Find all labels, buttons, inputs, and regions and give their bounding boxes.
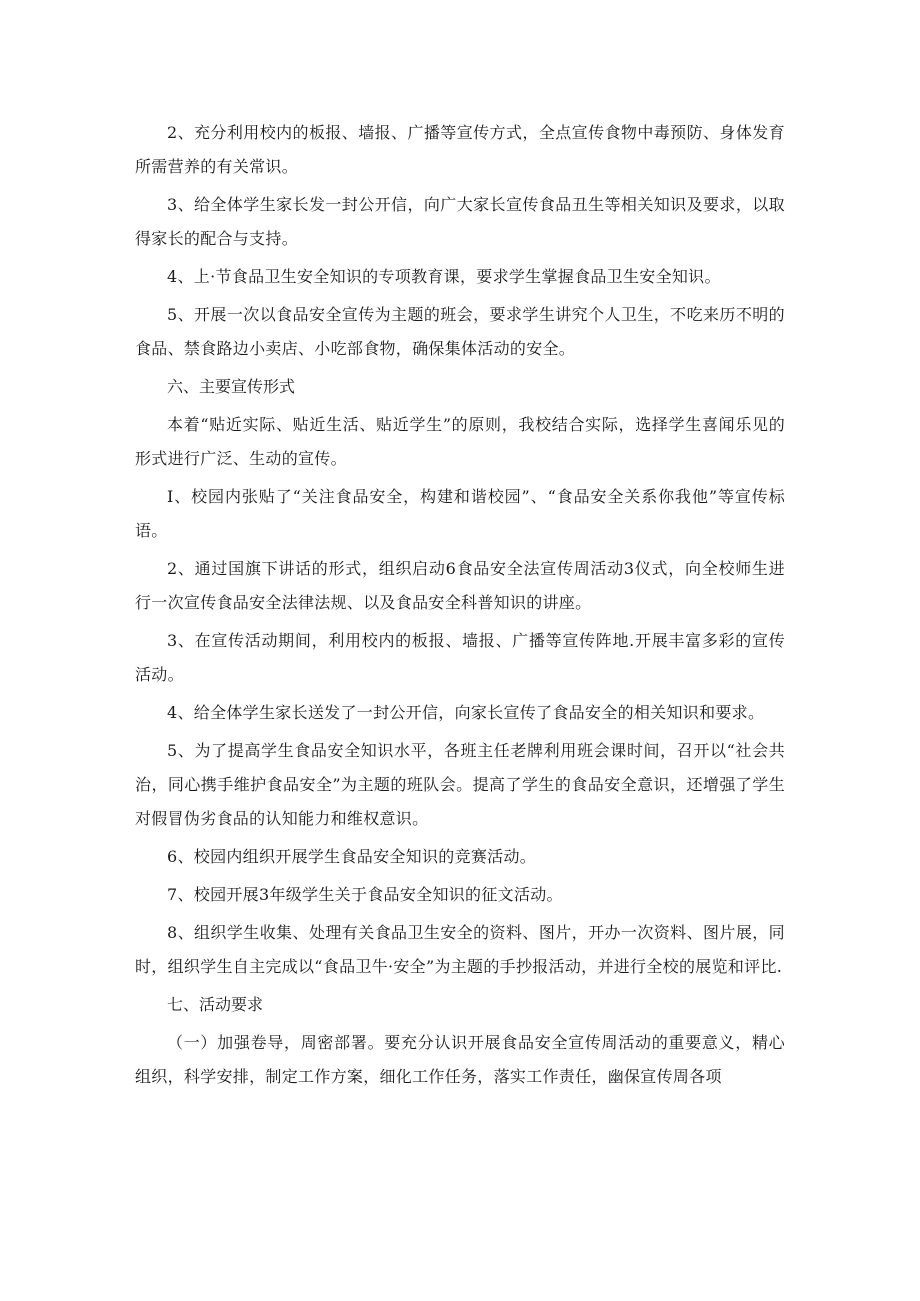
document-body <box>135 116 785 1098</box>
paragraph-form-2-flag-speech: 2、通过国旗下讲话的形式，组织启动6食品安全法宣传周活动3仪式，向全校师生进行一次宣传食品安全法律法规、以及食品安全科普知识的讲座。 <box>135 559 785 612</box>
paragraph-form-4-parent-letter: 4、给全体学生家长送发了一封公开信，向家长宣传了食品安全的相关知识和要求。 <box>167 703 765 722</box>
paragraph-item-5-class-meeting: 5、开展一次以食品安全宣传为主题的班会，要求学生讲究个人卫生，不吃来历不明的食品、禁食路边小卖店、小吃部食物，确保集体活动的安全。 <box>135 305 785 358</box>
paragraph-form-5-class-meeting: 5、为了提高学生食品安全知识水平，各班主任老牌利用班会课时间，召开以“社会共治，同心携手维护食品安全”为主题的班队会。提高了学生的食品安全意识，还增强了学生对假冒伪劣食品的认知能力和维权意识。 <box>135 741 785 828</box>
paragraph-form-1-slogans: I、校园内张贴了“关注食品安全，构建和谐校园”、“食品安全关系你我他”等宣传标语。 <box>135 487 785 540</box>
section-heading-7: 七、活动要求 <box>167 995 264 1014</box>
paragraph-form-3-bulletin: 3、在宣传活动期间，利用校内的板报、墙报、广播等宣传阵地.开展丰富多彩的宣传活动。 <box>135 631 785 684</box>
paragraph-requirement-1: （一）加强卷导，周密部署。要充分认识开展食品安全宣传周活动的重要意义，精心组织，科学安排，制定工作方案，细化工作任务，落实工作责任，幽保宣传周各项 <box>135 1033 785 1086</box>
paragraph-item-2-bulletin: 2、充分利用校内的板报、墙报、广播等宣传方式，全点宣传食物中毒预防、身体发育所需营养的有关常识。 <box>135 123 785 176</box>
paragraph-form-6-contest: 6、校园内组织开展学生食品安全知识的竞赛活动。 <box>167 847 537 866</box>
paragraph-form-8-exhibition: 8、组织学生收集、处理有关食品卫生安全的资料、图片，开办一次资料、图片展，同时，组织学生自主完成以“食品卫牛·安全”为主题的手抄报活动，并进行全校的展览和评比. <box>135 923 785 976</box>
paragraph-item-3-parent-letter: 3、给全体学生家长发一封公开信，向广大家长宣传食品丑生等相关知识及要求，以取得家长的配合与支持。 <box>135 195 785 248</box>
paragraph-principle: 本着“贴近实际、贴近生活、贴近学生”的原则，我校结合实际，选择学生喜闻乐见的形式进行广泛、生动的宣传。 <box>135 415 785 468</box>
section-heading-6: 六、主要宣传形式 <box>167 377 296 396</box>
paragraph-item-4-lesson: 4、上·节食品卫生安全知识的专项教育课，要求学生掌握食品卫生安全知识。 <box>167 267 721 286</box>
paragraph-form-7-essay: 7、校园开展3年级学生关于食品安全知识的征文活动。 <box>167 885 563 904</box>
